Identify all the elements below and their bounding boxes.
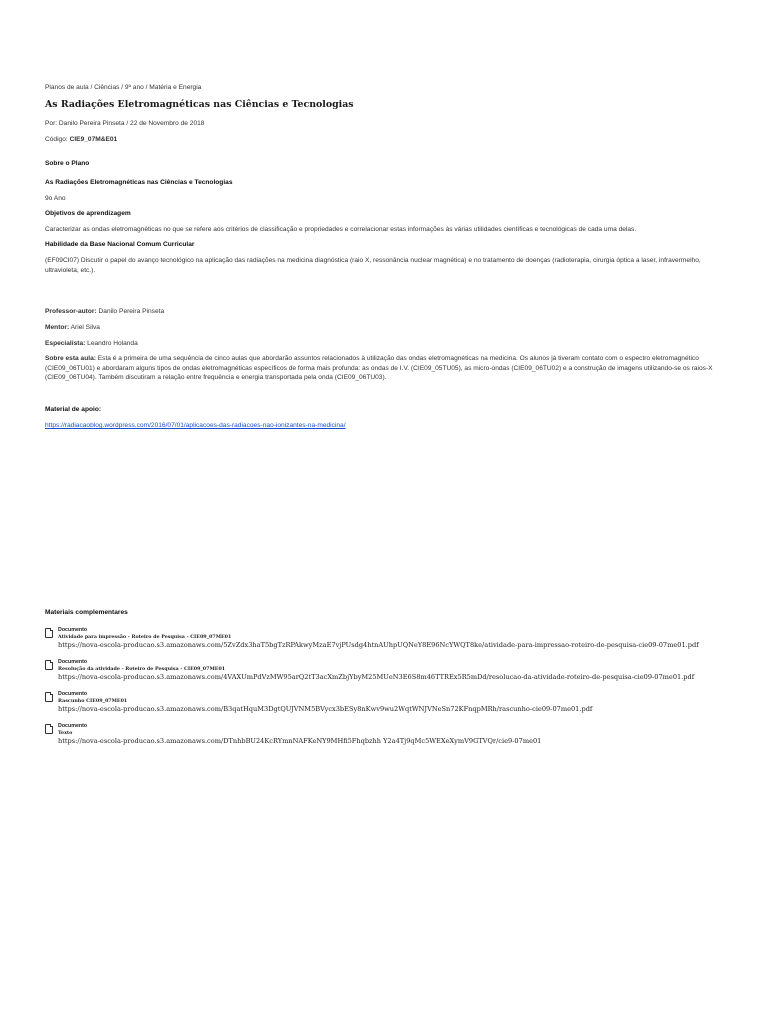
- document-name: Rascunho CIE09_07ME01: [58, 698, 128, 704]
- code-value: CIE9_07M&E01: [69, 136, 118, 143]
- plan-code: [45, 136, 117, 143]
- bncc-text: (EF09CI07) Discutir o papel do avanço tecnológico na aplicação das radiações na medicina diagnóstica (raio X, ressonância nuclear magnética) e no tratamento de doenças (radioterapia, cirurgia óptica a laser, infravermelho, ultravioleta, etc.).: [45, 257, 701, 274]
- lesson-text: Esta é a primeira de uma sequência de cinco aulas que abordarão assuntos relacionados à utilização das ondas eletromagnéticas na medicina. Os alunos já tiveram contato com o espectro eletromagnético (CIE09_06TU01) e abordaram alguns tipos de ondas eletromagnéticas específicos de forma mais profunda: as ondas de I.V. (CIE09_05TU05), as micro-ondas (CIE09_06TU02) e a construção de imagens utilizando-se os raios-X (CIE09_06TU04). Também discutiram a relação entre frequência e energia transportada pela onda (CIE09_06TU03).: [45, 355, 713, 381]
- document-url[interactable]: https://nova-escola-producao.s3.amazonaws.com/B3qatHquM3DgtQUJVNM5BVycx3bESy8nKwv9wu2WqtWNJVNeSn72KFnqpMRh/rascunho-cie09-07me01.pdf: [58, 705, 593, 713]
- objectives-heading: Objetivos de aprendizagem: [45, 210, 131, 217]
- mentor-value: Ariel Silva: [70, 324, 100, 331]
- document-name: Texto: [58, 730, 73, 736]
- lesson-about: [45, 354, 735, 383]
- document-type: Documento: [58, 627, 88, 633]
- document-url[interactable]: https://nova-escola-producao.s3.amazonaws.com/DTnhbBU24KcRYmnNAFKeNY9MHfi5Fhqbzhh Y2a4Tj9qMc5WEXeXymV9GTVQr/cie9-07me01: [58, 737, 542, 745]
- document-icon: [45, 660, 53, 670]
- author-date: Por: Danilo Pereira Pinseta / 22 de Novembro de 2018: [45, 120, 205, 127]
- document-type: Documento: [58, 723, 88, 729]
- document-icon: [45, 692, 53, 702]
- mentor-label: Mentor:: [45, 324, 70, 331]
- professor-label: Professor-autor:: [45, 308, 97, 315]
- grade: 9o Ano: [45, 195, 66, 202]
- document-type: Documento: [58, 691, 88, 697]
- complementary-heading: Materiais complementares: [45, 609, 128, 616]
- specialist-value: Leandro Holanda: [87, 340, 138, 347]
- plan-title: As Radiações Eletromagnéticas nas Ciências e Tecnologias: [45, 179, 233, 186]
- document-type: Documento: [58, 659, 88, 665]
- specialist-label: Especialista:: [45, 340, 86, 347]
- support-label: Material de apoio:: [45, 406, 102, 413]
- code-label: Código:: [45, 136, 68, 143]
- breadcrumb: Planos de aula / Ciências / 9º ano / Matéria e Energia: [45, 84, 202, 91]
- about-heading: Sobre o Plano: [45, 160, 90, 167]
- document-name: Atividade para impressão - Roteiro de Pesquisa - CIE09_07ME01: [58, 634, 232, 640]
- mentor: [45, 324, 100, 331]
- document-icon: [45, 628, 53, 638]
- document-name: Resolução da atividade - Roteiro de Pesquisa - CIE09_07ME01: [58, 666, 226, 672]
- lesson-label: Sobre esta aula:: [45, 355, 96, 362]
- specialist: [45, 340, 138, 347]
- professor-author: [45, 308, 164, 315]
- bncc-heading: Habilidade da Base Nacional Comum Curricular: [45, 241, 195, 248]
- objectives-text: Caracterizar as ondas eletromagnéticas no que se refere aos critérios de classificação e propriedades e correlacionar estas informações às várias utilidades científicas e tecnológicas de cada uma delas.: [45, 226, 637, 233]
- document-url[interactable]: https://nova-escola-producao.s3.amazonaws.com/4VAXUmPdVzMW95arQ2tT3acXmZbjYbyM25MUeN3E6S8m46TTREx5R5mDd/resolucao-da-atividade-roteiro-de-pesquisa-cie09-07me01.pdf: [58, 673, 695, 681]
- document-icon: [45, 724, 53, 734]
- document-url[interactable]: https://nova-escola-producao.s3.amazonaws.com/5ZvZdx3haT5bgTzRPAkwyMzaE7vjPUsdg4htnAUhpUQNeY8E96NcYWQT8ke/atividade-para-impressao-roteiro-de-pesquisa-cie09-07me01.pdf: [58, 641, 699, 649]
- support-link[interactable]: https://radiacaoblog.wordpress.com/2016/07/01/aplicacoes-das-radiacoes-nao-ionizantes-na-medicina/: [45, 422, 346, 429]
- page-title: As Radiações Eletromagnéticas nas Ciências e Tecnologias: [45, 99, 354, 110]
- professor-value: Danilo Pereira Pinseta: [98, 308, 165, 315]
